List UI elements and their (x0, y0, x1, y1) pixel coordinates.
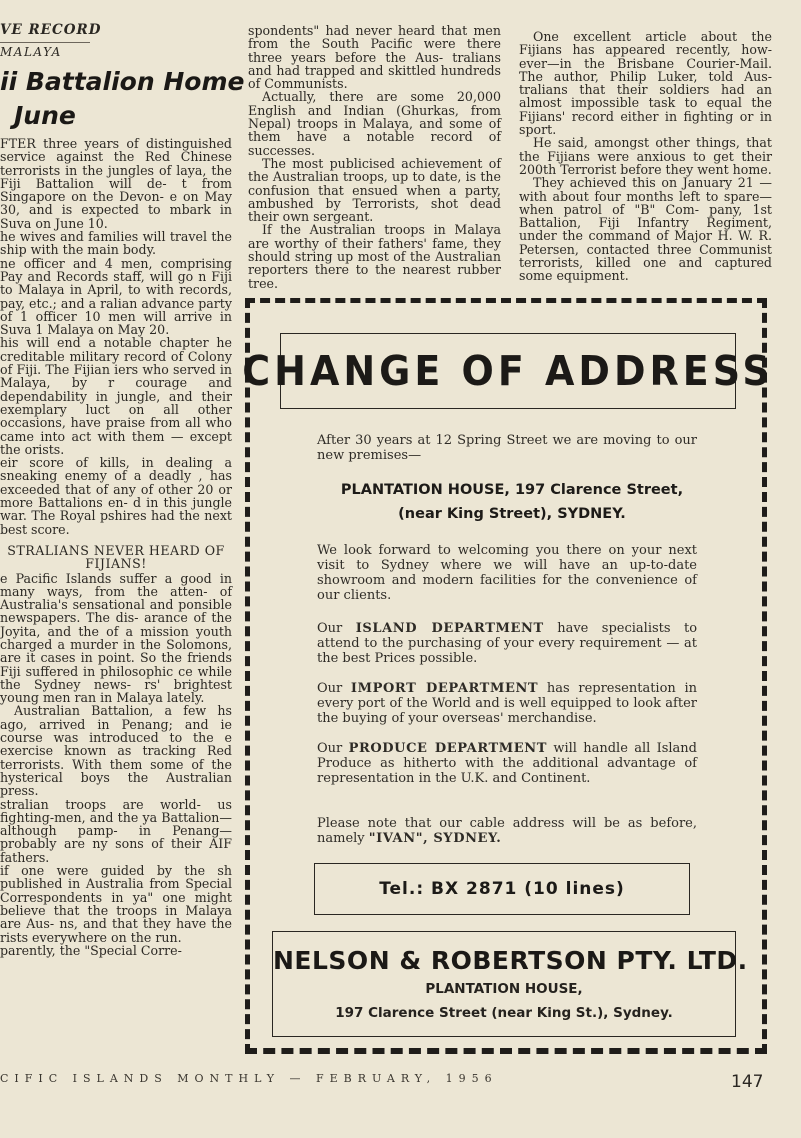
our-word: Our (317, 621, 343, 636)
paragraph: He said, amongst other things, that the Fijians were anxious to get their 200th Terrorist before they went home. (519, 135, 772, 177)
paragraph: The most publicised achievement of the Australian troops, up to date, is the confusion that ensued when a party, ambushed by Terrorists, shot dead their own sergeant. (248, 155, 501, 225)
ad-title: CHANGE OF ADDRESS (242, 347, 774, 395)
ad-welcome: We look forward to welcoming you there on your next visit to Sydney where we will have an up-to-date showroom and modern facilities for the convenience of our clients. (317, 543, 697, 603)
ad-import-department (317, 681, 697, 726)
page-number: 147 (731, 1072, 764, 1092)
paragraph: he wives and families will travel the ship with the main body. (0, 229, 232, 258)
section-subkicker: MALAYA (0, 45, 62, 59)
produce-department-text: will handle all Island Produce as hitherto with the additional advantage of representation in the U.K. and Continent. (317, 741, 697, 786)
island-department-label: ISLAND DEPARTMENT (355, 621, 544, 636)
change-of-address-advertisement (242, 298, 774, 1054)
article-column-middle (248, 24, 501, 290)
headline-line-1: ii Battalion Home (0, 67, 245, 96)
our-word: Our (317, 741, 343, 756)
new-premises-address (317, 478, 707, 526)
paragraph: spondents" had never heard that men from the South Pacific were there three years before the Aus- tralians and had trapped and skittled hundreds of Communists. (248, 23, 501, 92)
ad-cable-address (317, 816, 697, 846)
import-department-text: has representation in every port of the World and is well equipped to look after the buying of your overseas' merchandise. (317, 681, 697, 726)
cable-name: "IVAN", SYDNEY. (368, 831, 502, 846)
paragraph: They achieved this on January 21 —with about four months left to spare—when patrol of "B" Com- pany, 1st Battalion, Fiji Infantry Regiment, under the command of Major H. W. R. Petersen, contacted three Communist terrorists, killed one and captured some equipment. (519, 175, 772, 284)
ad-island-department (317, 621, 697, 666)
article-column-left (0, 22, 245, 958)
kicker-rule (0, 42, 90, 43)
paragraph: e Pacific Islands suffer a good in many ways, from the atten- of Australia's sensational and ponsible newspapers. The dis- arance of the Joyita, and the of a mission youth charged a murder in the Solomons, are it cases in point. So the friends Fiji suffered in philosophic ce while the Sydney news- rs' brightest young men ran in Malaya lately. (0, 570, 232, 706)
paragraph: FTER three years of distinguished service against the Red Chinese terrorists in the jungles of laya, the Fiji Battalion will de- t from Singapore on the Devon- e on May 30, and is expected to mbark in Suva on June 10. (0, 136, 232, 231)
company-building: PLANTATION HOUSE, (425, 981, 583, 997)
paragraph: stralian troops are world- us fighting-men, and the ya Battalion—although pamp- in Penang—probably are ny sons of their AIF fathers. (0, 796, 232, 865)
telephone-box (314, 863, 690, 915)
our-word: Our (317, 681, 343, 696)
paragraph: If the Australian troops in Malaya are worthy of their fathers' fame, they should string up most of the Australian reporters there to the nearest rubber tree. (248, 222, 501, 291)
headline-line-2: June (14, 101, 76, 130)
ad-produce-department (317, 741, 697, 786)
running-footer: CIFIC ISLANDS MONTHLY — FEBRUARY, 1956 (0, 1072, 498, 1085)
new-premises-line-2: (near King Street), SYDNEY. (398, 506, 626, 522)
section-kicker: VE RECORD (0, 22, 102, 38)
paragraph: ne officer and 4 men, comprising Pay and Records staff, will go n Fiji to Malaya in April, to with records, pay, etc.; and a ralian advance party of 1 officer 10 men will arrive in Suva 1 Malaya on May 20. (0, 255, 232, 338)
island-department-text: have specialists to attend to the purchasing of your every requirement — at the best Prices possible. (317, 621, 698, 666)
telephone-number: Tel.: BX 2871 (10 lines) (379, 879, 625, 899)
article-column-right (519, 30, 772, 283)
produce-department-label: PRODUCE DEPARTMENT (348, 741, 548, 756)
article-body-part-2 (0, 572, 232, 958)
paragraph: if one were guided by the sh published in Australia from Special Correspondents in ya" one might believe that the troops in Malaya are Aus- ns, and that they have the rists everywhere on the run. (0, 863, 232, 945)
paragraph: Australian Battalion, a few hs ago, arrived in Penang; and ie course was introduced to the e exercise known as tracking Red terrorists. With them some of the hysterical boys the Australian press. (0, 703, 232, 799)
paragraph: One excellent article about the Fijians has appeared recently, how- ever—in the Brisbane Courier-Mail. The author, Philip Luker, told Aus- tralians that their soldiers had an almost impossible task to equal the Fijians' record either in fighting or in sport. (519, 29, 772, 138)
ad-intro: After 30 years at 12 Spring Street we are moving to our new premises— (317, 433, 697, 463)
ad-title-frame (242, 333, 774, 409)
article-subhead: STRALIANS NEVER HEARD OF FIJIANS! (7, 542, 225, 572)
cable-text: Please note that our cable address will be as before, namely (317, 816, 697, 846)
article-body-part-1 (0, 137, 232, 536)
paragraph: his will end a notable chapter he creditable military record of Colony of Fiji. The Fijian iers who served in Malaya, by r courage and dependability in jungle, and their exemplary luct on all other occasions, have praise from all who came into act with them — except the orists. (0, 335, 232, 457)
new-premises-line-1: PLANTATION HOUSE, 197 Clarence Street, (340, 482, 684, 498)
paragraph: parently, the "Special Corre- (0, 942, 182, 958)
company-name: NELSON & ROBERTSON PTY. LTD. (273, 946, 748, 975)
paragraph: Actually, there are some 20,000 English and Indian (Ghurkas, from Nepal) troops in Malaya, and some of them have a notable record of successes. (248, 89, 501, 158)
import-department-label: IMPORT DEPARTMENT (350, 681, 539, 696)
company-box (272, 931, 748, 1037)
company-address: 197 Clarence Street (near King St.), Sydney. (335, 1005, 673, 1021)
article-headline (0, 65, 245, 133)
paragraph: eir score of kills, in dealing a sneaking enemy of a deadly , has exceeded that of any of other 20 or more Battalions en- d in this jungle war. The Royal pshires had the next best score. (0, 455, 232, 537)
